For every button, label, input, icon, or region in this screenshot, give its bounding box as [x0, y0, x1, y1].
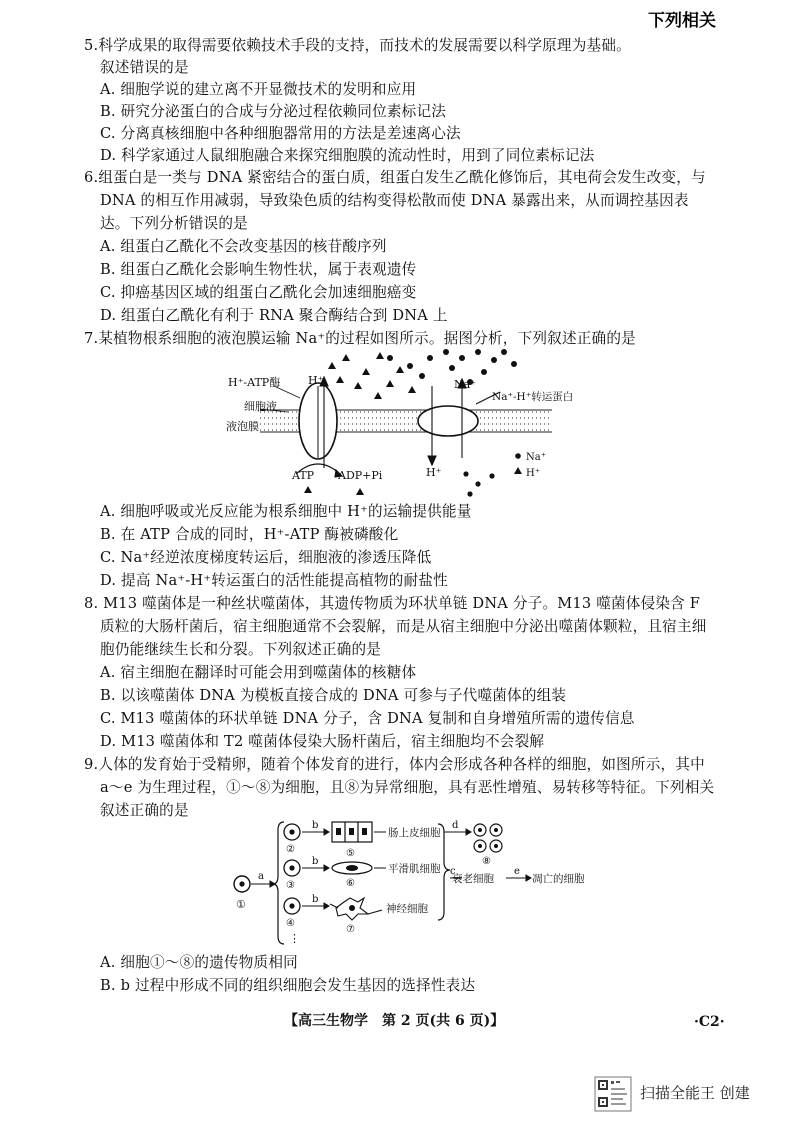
q9-option-a: A. 细胞①～⑧的遗传物质相同 — [100, 954, 298, 971]
svg-text:c: c — [450, 866, 456, 877]
page-footer: 【高三生物学 第 2 页(共 6 页)】 — [284, 1013, 505, 1029]
q6-stem-line2: DNA 的相互作用减弱，导致染色质的结构变得松散而使 DNA 暴露出来，从而调控基因表 — [100, 192, 689, 209]
scanner-watermark: 扫描全能王 创建 — [640, 1084, 750, 1102]
svg-text:b: b — [312, 820, 319, 831]
q7-stem: 7.某植物根系细胞的液泡膜运输 Na⁺的过程如图所示。据图分析，下列叙述正确的是 — [84, 330, 636, 347]
q5-option-c: C. 分离真核细胞中各种细胞器常用的方法是差速离心法 — [100, 125, 461, 142]
na-top-label: Na⁺ — [454, 378, 476, 391]
legend-na-label: Na⁺ — [526, 452, 546, 463]
h-ion-triangles-top — [328, 352, 416, 399]
na-ion-dots — [387, 349, 517, 385]
q9-option-b: B. b 过程中形成不同的组织细胞会发生基因的选择性表达 — [100, 977, 476, 994]
q8-stem-line1: 8. M13 噬菌体是一种丝状噬菌体，其遗传物质为环状单链 DNA 分子。M13 噬菌体侵染含 F — [84, 595, 701, 612]
svg-text:神经细胞: 神经细胞 — [386, 903, 428, 915]
q8-option-b: B. 以该噬菌体 DNA 为模板直接合成的 DNA 可参与子代噬菌体的组装 — [100, 687, 567, 704]
svg-text:⑤: ⑤ — [346, 848, 355, 859]
q6-option-b: B. 组蛋白乙酰化会影响生物性状，属于表观遗传 — [100, 261, 417, 278]
q9-stem-line2: a～e 为生理过程，①～⑧为细胞，且⑧为异常细胞，具有恶性增殖、易转移等特征。下列相关 — [100, 779, 715, 796]
legend-h-label: H⁺ — [526, 468, 540, 479]
q7-option-d: D. 提高 Na⁺-H⁺转运蛋白的活性能提高植物的耐盐性 — [100, 572, 448, 589]
svg-text:b: b — [312, 894, 319, 905]
svg-text:e: e — [514, 866, 520, 877]
q7-option-b: B. 在 ATP 合成的同时，H⁺-ATP 酶被磷酸化 — [100, 526, 399, 543]
svg-text:⋮: ⋮ — [289, 932, 300, 945]
dead-cell-label: 凋亡的细胞 — [532, 873, 585, 885]
q5-option-b: B. 研究分泌蛋白的合成与分泌过程依赖同位素标记法 — [100, 103, 447, 120]
svg-text:平滑肌细胞: 平滑肌细胞 — [388, 863, 441, 875]
q9-stem-line3: 叙述正确的是 — [100, 802, 189, 819]
svg-text:③: ③ — [286, 880, 295, 891]
svg-text:a: a — [258, 871, 264, 882]
aging-cell-label: 衰老细胞 — [452, 873, 494, 885]
svg-text:⑥: ⑥ — [346, 878, 355, 889]
scanner-logo-icon — [594, 1076, 632, 1112]
q6-option-a: A. 组蛋白乙酰化不会改变基因的核苷酸序列 — [100, 238, 387, 255]
svg-text:④: ④ — [286, 918, 295, 929]
page-code: ·C2· — [694, 1014, 725, 1030]
diagram-legend — [514, 453, 522, 474]
q5-stem-line1: 5.科学成果的取得需要依赖技术手段的支持，而技术的发展需要以科学原理为基础。 — [84, 37, 631, 54]
antiporter-label: Na⁺-H⁺转运蛋白 — [492, 391, 574, 403]
q8-option-a: A. 宿主细胞在翻译时可能会用到噬菌体的核糖体 — [100, 664, 417, 681]
cell-6-smooth-muscle — [332, 862, 372, 874]
q6-stem-line1: 6.组蛋白是一类与 DNA 紧密结合的蛋白质，组蛋白发生乙酰化修饰后，其电荷会发生改变，与 — [84, 169, 706, 186]
q9-stem-line1: 9.人体的发育始于受精卵，随着个体发育的进行，体内会形成各种各样的细胞，如图所示，其中 — [84, 756, 705, 773]
q6-option-c: C. 抑癌基因区域的组蛋白乙酰化会加速细胞癌变 — [100, 284, 417, 301]
q7-option-c: C. Na⁺经逆浓度梯度转运后，细胞液的渗透压降低 — [100, 549, 432, 566]
q9-differentiation-diagram — [226, 818, 606, 948]
antiporter-protein — [418, 406, 478, 436]
tonoplast-label: 液泡膜 — [226, 420, 259, 433]
cell-7-neuron — [330, 898, 382, 920]
atp-label: ATP — [292, 469, 315, 482]
handwritten-note: 下列相关 — [648, 11, 716, 31]
cytoplasm-ions — [304, 471, 495, 496]
q8-option-c: C. M13 噬菌体的环状单链 DNA 分子，含 DNA 复制和自身增殖所需的遗传信息 — [100, 710, 635, 727]
cell-sap-label: 细胞液 — [244, 400, 277, 413]
h-top-label: H⁺ — [308, 374, 324, 387]
svg-text:肠上皮细胞: 肠上皮细胞 — [388, 827, 441, 839]
atpase-label: H⁺-ATP酶 — [228, 376, 281, 389]
q8-stem-line2: 质粒的大肠杆菌后，宿主细胞通常不会裂解，而是从宿主细胞中分泌出噬菌体颗粒，且宿主细 — [100, 618, 707, 635]
q5-option-a: A. 细胞学说的建立离不开显微技术的发明和应用 — [100, 81, 417, 98]
q6-option-d: D. 组蛋白乙酰化有利于 RNA 聚合酶结合到 DNA 上 — [100, 307, 448, 324]
h-bottom-label: H⁺ — [426, 466, 442, 479]
q5-option-d: D. 科学家通过人鼠细胞融合来探究细胞膜的流动性时，用到了同位素标记法 — [100, 147, 595, 164]
q7-membrane-diagram — [200, 346, 574, 502]
svg-text:⑧: ⑧ — [482, 856, 491, 867]
q6-stem-line3: 达。下列分析错误的是 — [100, 215, 248, 232]
svg-text:②: ② — [286, 844, 295, 855]
adp-label: ADP+Pi — [338, 469, 383, 482]
q5-stem-line2: 叙述错误的是 — [100, 59, 189, 76]
q8-option-d: D. M13 噬菌体和 T2 噬菌体侵染大肠杆菌后，宿主细胞均不会裂解 — [100, 733, 545, 750]
svg-text:b: b — [312, 856, 319, 867]
svg-text:⑦: ⑦ — [346, 924, 355, 935]
cell-8-cancer — [474, 824, 502, 852]
q7-option-a: A. 细胞呼吸或光反应能为根系细胞中 H⁺的运输提供能量 — [100, 503, 472, 520]
svg-text:d: d — [452, 820, 459, 831]
svg-text:①: ① — [236, 898, 246, 911]
q8-stem-line3: 胞仍能继续生长和分裂。下列叙述正确的是 — [100, 641, 382, 658]
